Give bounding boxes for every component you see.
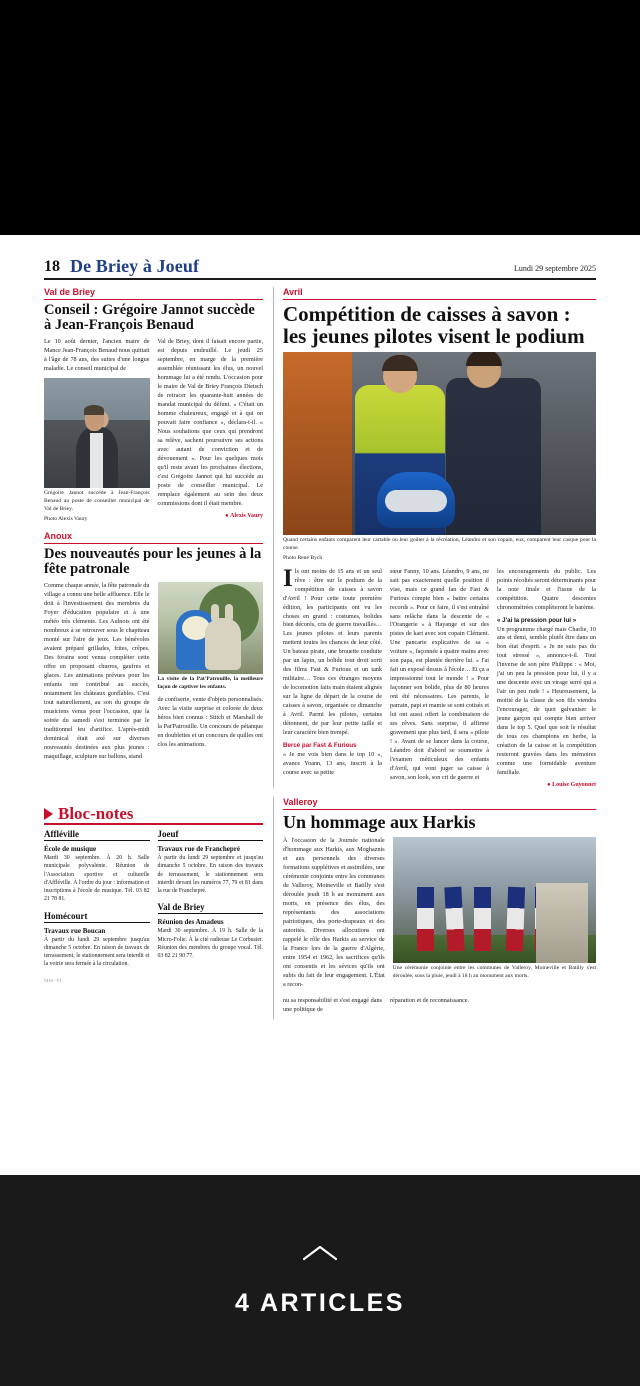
bn-town-name: Val de Briey bbox=[158, 902, 264, 914]
bloc-notes[interactable] bbox=[44, 805, 263, 1019]
anoux-col-1 bbox=[44, 582, 150, 766]
newspaper-page[interactable] bbox=[0, 235, 640, 1175]
harkis-col-3 bbox=[390, 997, 489, 1019]
photo-fete-patronale-mascottes bbox=[158, 582, 264, 674]
bn-town-group bbox=[158, 902, 264, 960]
anoux-text-2: de confiserie, vente d'objets personnalisés. Avec la visite surprise et colorée de deux héros bien connus : Stitch et Marshall de la Pat'Patrouille. Un concours de pétanque en doublettes et un concours de quilles ont clos les animations. bbox=[157, 695, 263, 748]
avril-byline-text: Louise Guyonnet bbox=[552, 782, 596, 789]
harkis-col-photo bbox=[393, 837, 596, 994]
portrait-gregoire-jannot bbox=[44, 378, 150, 488]
rubric-val-de-briey: Val de Briey bbox=[44, 287, 96, 297]
bn-item-title: Travaux rue de Franchepré bbox=[157, 845, 240, 854]
bn-town-group bbox=[44, 829, 150, 903]
bloc-notes-header bbox=[44, 805, 263, 825]
conseil-byline: ● Alexis Vaury bbox=[225, 513, 263, 520]
avril-col-2 bbox=[390, 568, 489, 789]
harkis-col-2 bbox=[283, 997, 382, 1019]
conseil-photo-caption: Grégoire Jannot succède à Jean-François Benaud au poste de conseiller municipal de Val de Briey. bbox=[44, 490, 150, 513]
bloc-notes-col-2 bbox=[158, 829, 264, 983]
left-column bbox=[44, 287, 263, 788]
rubric-valleroy: Valleroy bbox=[283, 797, 318, 808]
harkis-text-1: À l'occasion de la Journée nationale d'hommage aux Harkis, aux Moghaznis et aux personnels des diverses formations supplétives et assimilées, une cérémonie conjointe entre les communes de Valleroy, Moineville et Batilly s'est déroulée jeudi 18 h au monument aux morts, en présence des élus, des représentants des associations patriotiques, des porte-drapeaux et des autorités. Diverses allocutions ont rappelé le rôle des Harkis au service de la France lors de la guerre d'Algérie, entre 1954 et 1962, les sacrifices qu'ils ont consentis et les sévices qu'ils ont subis du fait de leur engagement. L'État a recon- bbox=[283, 837, 385, 988]
viewer-bottom-bar[interactable] bbox=[0, 1175, 640, 1386]
avril-text-2: sœur Fanny, 10 ans. Léandro, 9 ans, ne sait pas exactement quelle position il vise, mais ce grand fan de Fast & Furious compte bien « battre certains records ». Pour ce faire, il s'est entraîné sans relâche dans la descente de « l'Orangerie » à Hayange et sur des pistes de kart avec son copain Clément. Une pancarte explicative de sa « voiture », façonnée à quatre mains avec son papa, est plantée derrière lui. « J'ai fait un exposé dessus à l'école… Et ça a impressionné tout le monde ! » Pour façonner son bolide, plus de 80 heures ont été nécessaires. Les parents, le parrain, papi et mamie se sont cotisés et lui ont aussi offert la combinaison de ses rêves. Sans surprise, il affirme gravement que plus tard, il sera « pilote ! ». Avant de se lancer dans la course, Léandro doit d'abord se soumettre à l'examen méticuleux des enfants d'Avril, qui vont juger sa caisse à savon, son look, son cri de guerre et bbox=[390, 567, 489, 782]
avril-text-3b: Un programme chargé mais Charlie, 10 ans et demi, semble plutôt être dans un bon état d'esprit. « Je ne suis pas du tout stressé », annonce-t-il. Tout l'inverse de son père Philippe : « Moi, j'ai un peu la pression pour lui, il y a une descente avec un virage serré qui a l'air un peu rude ! » Heureusement, la moitié de la classe de son fils viendra l'encourager, de quoi galvaniser le jeune garçon qui compte bien arriver dans le top 5. Quel que soit le résultat de tous ces champions en herbe, la création de la caisse et la compétition resteront gravées dans les mémoires comme une formidable aventure familiale. bbox=[497, 625, 596, 777]
bn-town-group bbox=[44, 911, 150, 969]
viewer-top-letterbox bbox=[0, 0, 640, 235]
right-column bbox=[273, 287, 596, 788]
avril-photo-credit: Photo René Bych bbox=[283, 554, 323, 561]
print-code: 5410 - V1 bbox=[44, 978, 62, 984]
headline-anoux: Des nouveautés pour les jeunes à la fête patronale bbox=[44, 545, 262, 577]
harkis-text-2: nu sa responsabilité et s'est engagé dans une politique de bbox=[283, 996, 382, 1013]
avril-subhead-1: Bercé par Fast & Furious bbox=[283, 742, 357, 750]
harkis-col-1 bbox=[283, 837, 385, 994]
top-section bbox=[44, 287, 596, 788]
rubric-rule-valleroy bbox=[283, 809, 596, 810]
bn-item-text: À partir du lundi 29 septembre jusqu'au dimanche 5 octobre. En raison de travaux de terrassement, le stationnement sera interdit et la voirie sera fermée à la circulation. bbox=[44, 936, 150, 968]
harkis-col-spacer bbox=[497, 997, 596, 1019]
bn-item-title: École de musique bbox=[44, 845, 97, 854]
bn-item-title: Réunion des Amadeus bbox=[157, 918, 224, 927]
bn-town-name: Homécourt bbox=[44, 911, 150, 923]
harkis-text-3: réparation et de reconnaissance. bbox=[390, 996, 470, 1004]
bn-item-title: Travaux rue Boucan bbox=[44, 926, 106, 935]
section-title: De Briey à Joeuf bbox=[70, 256, 200, 276]
avril-text-1b: « Je me vois bien dans le top 10 », avance Yoann, 13 ans, inscrit à la course avec sa petite bbox=[283, 751, 382, 777]
avril-text-3: les encouragements du public. Les points récoltés seront déterminants pour la note finale et l'issue de la compétition. Quatre descentes chronométrées complèteront le barème. bbox=[497, 567, 596, 611]
article-avril[interactable] bbox=[283, 287, 596, 788]
conseil-byline-text: Alexis Vaury bbox=[230, 513, 263, 520]
bn-town-name: Joeuf bbox=[158, 829, 264, 841]
conseil-text-1: Le 10 août dernier, l'ancien maire de Mance Jean-François Benaud nous quittait à l'âge de 78 ans, des suites d'une longue maladie. Le conseil municipal de bbox=[44, 338, 150, 373]
rubric-rule-avril bbox=[283, 299, 596, 300]
bn-item-text: À partir du lundi 29 septembre et jusqu'au dimanche 5 octobre. En raison des travaux de terrassement, le stationnement sera interdit devant les numéros 77, 79 et 81 dans la rue de Franchepré. bbox=[157, 855, 263, 895]
conseil-col-1 bbox=[44, 338, 150, 523]
rubric-rule-anoux bbox=[44, 543, 263, 544]
bn-town-name: Affléville bbox=[44, 829, 150, 841]
rubric-rule bbox=[44, 299, 263, 300]
avril-col-3 bbox=[497, 568, 596, 789]
bn-item-text: Mardi 30 septembre. À 19 h. Salle de la Micro-Folie. À la cité radieuse Le Corbusier. Réunion des membres du groupe vocal. Tél. 03 82 21 90 77. bbox=[157, 928, 263, 959]
article-harkis[interactable] bbox=[273, 797, 596, 1019]
avril-photo-caption: Quand certains enfants comparent leur cartable ou leur goûter à la récréation, Léandro et son copain, eux, comparent leur casque pour la course. bbox=[283, 537, 596, 551]
bn-town-group bbox=[158, 829, 264, 895]
triangle-right-icon bbox=[44, 808, 53, 820]
conseil-col-2 bbox=[158, 338, 264, 523]
conseil-text-2: Val de Briey, dont il faisait encore partie, est depuis endeuillé. Le jeudi 25 septembre, en marge de la première assemblée réunissant les élus, un nouvel hommage lui a été rendu. L'occasion pour le maire de Val de Briey François Dietsch de retracer les quarante-huit années de mandat municipal du défunt. « C'était un homme chaleureux, engagé et à qui on pouvait faire confiance », déclara-t-il. « Nous souhaitons que ceux qui prendront sa relève, sachent poursuivre ses actions avec autant de conviction et de dévouement ». Pour les quelques mois qu'il reste avant les prochaines élections, c'est Grégoire Jannot qui lui succède au poste de conseiller municipal. Le remplace également au sein des deux commissions dont il était membre. bbox=[157, 338, 263, 508]
headline-conseil: Conseil : Grégoire Jannot succède à Jean-François Benaud bbox=[44, 302, 255, 334]
article-anoux[interactable] bbox=[44, 531, 263, 766]
conseil-photo-credit: Photo Alexis Vaury bbox=[44, 515, 88, 522]
photo-ceremonie-harkis-monument bbox=[393, 837, 596, 963]
bottom-section bbox=[44, 797, 596, 1019]
articles-count-label: 4 ARTICLES bbox=[235, 1289, 405, 1317]
rubric-avril: Avril bbox=[283, 287, 303, 297]
headline-avril: Compétition de caisses à savon : les jeunes pilotes visent le podium bbox=[283, 302, 585, 349]
anoux-text-1: Comme chaque année, la fête patronale du village a connu une belle affluence. Elle le doit à l'investissement des membres du Foyer d'éducation populaire et à une météo très clémente. Les Aulnois ont été nombreux à se retrouver sous le chapiteau monté sur l'aire de jeux. Les bénévoles avaient préparé grillades, frites, crêpes. Des forains sont venus compléter cette offre en proposant churros, gaufres et glaces. Les animations prévues pour les enfants ont contribué au succès, notamment les châteaux gonflables. C'est tout naturellement, au son du groupe de musiciens venus pour l'occasion, que la soirée du samedi s'est terminée par le traditionnel feu d'artifice. L'après-midi dominical était axé sur diverses nouveautés destinées aux plus jeunes : maquillage, sculpture sur ballons, stand bbox=[44, 582, 150, 760]
bloc-notes-title: Bloc-notes bbox=[58, 804, 134, 824]
page-folio: 18 bbox=[44, 258, 60, 275]
harkis-photo-caption: Une cérémonie conjointe entre les communes de Valleroy, Moineville et Batilly s'est déroulée, sous la pluie, jeudi à 18 h au monument aux morts. bbox=[392, 965, 596, 979]
headline-harkis: Un hommage aux Harkis bbox=[283, 812, 476, 833]
bloc-notes-col-1 bbox=[44, 829, 150, 983]
anoux-photo-caption: La visite de la Pat'Patrouille, la meilleure façon de captiver les enfants. bbox=[157, 676, 263, 690]
avril-col-1 bbox=[283, 564, 382, 789]
bn-item-text: Mardi 30 septembre. À 20 h. Salle municipale polyvalente. Réunion de l'Association sportive et culturelle d'Affléville. À l'ordre du jour : information et inscriptions à l'école de musique. Tél. 03 82 21 78 81. bbox=[44, 855, 150, 903]
avril-text-1: Ils ont moins de 15 ans et un seul rêve : être sur le podium de la compétition de caisses à savon d'Avril ! Pour cette toute première édition, les participants ont vu les choses en grand : costumes, bolides bien décorés, cris de guerre travaillés… Les jeunes pilotes et leurs parents mettent toutes les chances de leur côté. Un bateau pirate, une brouette conduite par un lapin, un bolide tout droit sorti des films Fast & Furious et un tank militaire… Tous ces étranges moyens de locomotion faits main étaient alignés sur la ligne de départ de la course de caisses à savon, organisée ce dimanche à Avril. Parmi les pilotes, certains détonnent, de par leur petite taille et leur caractère bien trempé. bbox=[283, 564, 382, 737]
avril-byline: ● Louise Guyonnet bbox=[547, 782, 596, 789]
issue-date: Lundi 29 septembre 2025 bbox=[514, 264, 596, 273]
chevron-up-icon[interactable] bbox=[301, 1243, 339, 1263]
article-conseil[interactable] bbox=[44, 287, 263, 524]
avril-subhead-2: « J'ai la pression pour lui » bbox=[497, 616, 577, 624]
rubric-anoux: Anoux bbox=[44, 530, 72, 541]
masthead bbox=[44, 257, 596, 280]
anoux-col-2 bbox=[158, 582, 264, 766]
photo-jeunes-pilotes-casque bbox=[283, 352, 596, 535]
